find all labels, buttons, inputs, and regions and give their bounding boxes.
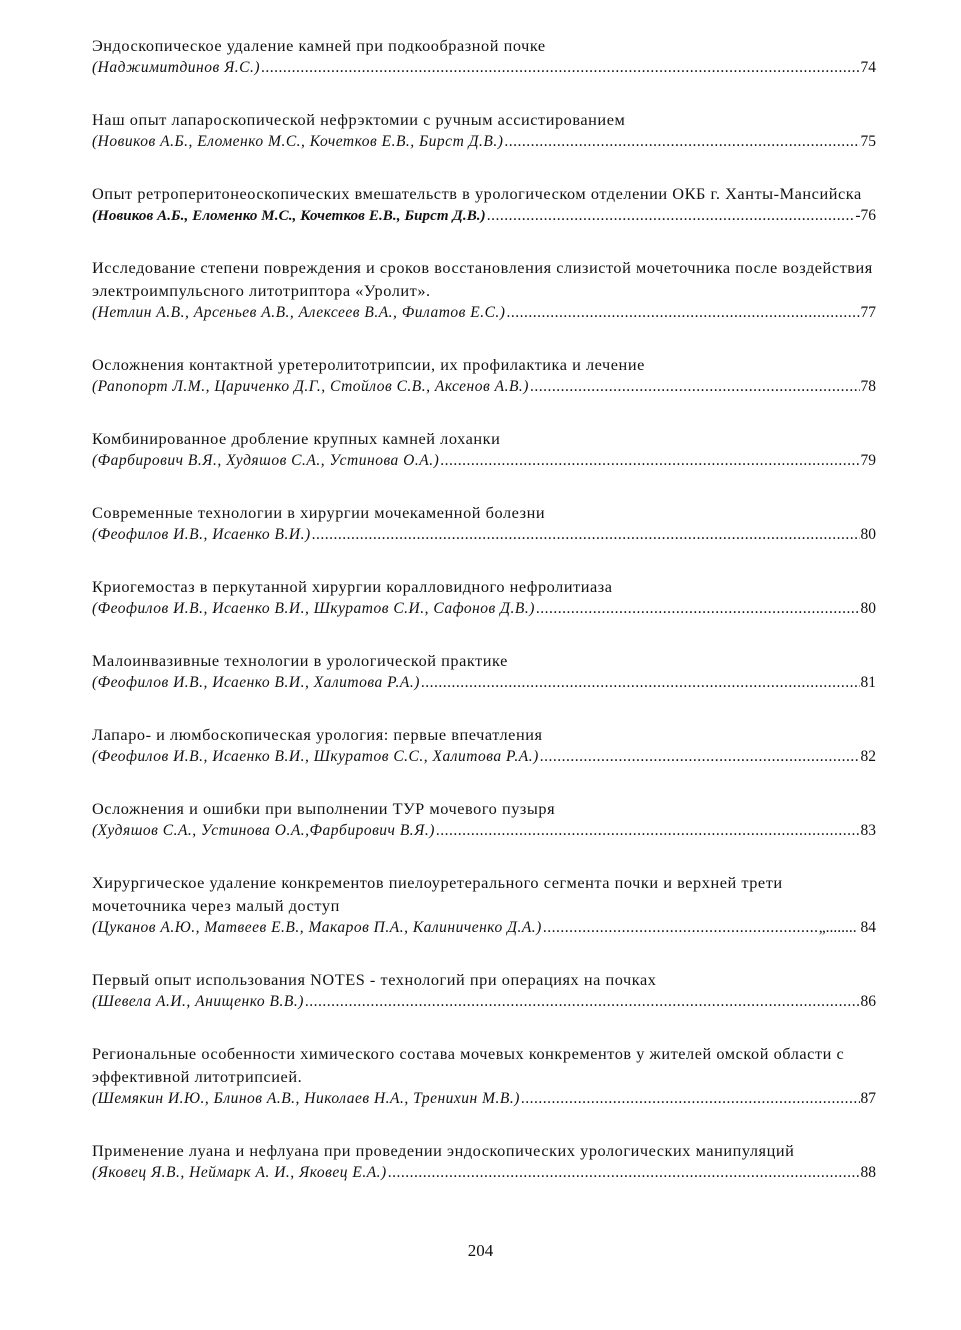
toc-entry — [92, 1042, 876, 1110]
dot-leader — [536, 598, 860, 620]
entry-title: Осложнения контактной уретеролитотрипсии, их профилактика и лечение — [92, 355, 645, 374]
entry-authors-line — [92, 131, 876, 153]
dot-leader — [506, 302, 859, 324]
entry-page: 74 — [860, 59, 876, 76]
entry-authors-line — [92, 1162, 876, 1184]
entry-authors: (Нетлин А.В., Арсеньев А.В., Алексеев В.А., Филатов Е.С.) — [92, 304, 506, 321]
toc-entry — [92, 353, 876, 398]
entry-authors-line — [92, 598, 876, 620]
entry-authors: (Шевела А.И., Анищенко В.В.) — [92, 993, 304, 1010]
entry-title: Наш опыт лапароскопической нефрэктомии с ручным ассистированием — [92, 110, 626, 129]
entry-authors-line — [92, 450, 876, 472]
entry-authors: (Шемякин И.Ю., Блинов А.В., Николаев Н.А., Тренихин М.В.) — [92, 1090, 520, 1107]
entry-title: Первый опыт использования NOTES - технологий при операциях на почках — [92, 970, 657, 989]
entry-page: 77 — [860, 304, 876, 321]
toc-entry — [92, 723, 876, 768]
toc-entry — [92, 427, 876, 472]
entry-authors: (Худяшов С.А., Устинова О.А.,Фарбирович В.Я.) — [92, 822, 435, 839]
entry-page: -76 — [855, 207, 876, 224]
entry-authors-line — [92, 1088, 876, 1110]
dot-leader — [540, 746, 860, 768]
entry-authors-line — [92, 991, 876, 1013]
dot-leader — [440, 450, 859, 472]
entry-title: Малоинвазивные технологии в урологической практике — [92, 651, 508, 670]
entry-title: Региональные особенности химического состава мочевых конкрементов у жителей омской области с эффективной литотрипсией. — [92, 1044, 845, 1086]
dot-leader — [261, 57, 859, 79]
entry-authors-line — [92, 746, 876, 768]
entry-page: „........ 84 — [818, 919, 876, 936]
dot-leader — [421, 672, 860, 694]
entry-page: 78 — [860, 378, 876, 395]
entry-authors: (Феофилов И.В., Исаенко В.И.) — [92, 526, 311, 543]
entry-authors: (Яковец Я.В., Неймарк А. И., Яковец Е.А.) — [92, 1164, 387, 1181]
dot-leader — [530, 376, 860, 398]
table-of-contents — [92, 34, 876, 1213]
entry-page: 82 — [860, 748, 876, 765]
toc-entry — [92, 108, 876, 153]
dot-leader — [521, 1088, 860, 1110]
entry-authors-line — [92, 205, 876, 227]
entry-authors: (Новиков А.Б., Еломенко М.С., Кочетков Е.В., Бирст Д.В.) — [92, 208, 486, 224]
page-number: 204 — [467, 1241, 494, 1260]
entry-authors: (Цуканов А.Ю., Матвеев Е.В., Макаров П.А., Калиниченко Д.А.) — [92, 919, 542, 936]
entry-title: Исследование степени повреждения и сроков восстановления слизистой мочеточника после воздействия электроимпульсного литотриптора «Уролит». — [92, 258, 873, 300]
toc-entry — [92, 871, 876, 939]
entry-page: 83 — [860, 822, 876, 839]
toc-entry — [92, 256, 876, 324]
entry-authors-line — [92, 376, 876, 398]
entry-page: 80 — [860, 600, 876, 617]
toc-entry — [92, 797, 876, 842]
entry-authors: (Феофилов И.В., Исаенко В.И., Шкуратов С.С., Халитова Р.А.) — [92, 748, 539, 765]
entry-page: 75 — [860, 133, 876, 150]
entry-title: Применение луана и нефлуана при проведении эндоскопических урологических манипуляций — [92, 1141, 795, 1160]
toc-entry — [92, 968, 876, 1013]
entry-page: 80 — [860, 526, 876, 543]
entry-authors-line — [92, 820, 876, 842]
entry-title: Хирургическое удаление конкрементов пиелоуретерального сегмента почки и верхней трети мочеточника через малый доступ — [92, 873, 783, 915]
dot-leader — [504, 131, 859, 153]
entry-title: Опыт ретроперитонеоскопических вмешательств в урологическом отделении ОКБ г. Ханты-Мансийска — [92, 184, 862, 203]
dot-leader — [312, 524, 860, 546]
entry-authors-line — [92, 672, 876, 694]
toc-entry — [92, 575, 876, 620]
entry-title: Криогемостаз в перкутанной хирургии коралловидного нефролитиаза — [92, 577, 613, 596]
entry-authors-line — [92, 302, 876, 324]
dot-leader — [305, 991, 860, 1013]
entry-authors-line — [92, 524, 876, 546]
dot-leader — [388, 1162, 860, 1184]
entry-authors-line — [92, 57, 876, 79]
entry-page: 88 — [860, 1164, 876, 1181]
entry-page: 87 — [860, 1090, 876, 1107]
entry-authors: (Наджимитдинов Я.С.) — [92, 59, 261, 76]
entry-authors: (Феофилов И.В., Исаенко В.И., Халитова Р.А.) — [92, 674, 420, 691]
entry-authors: (Феофилов И.В., Исаенко В.И., Шкуратов С.И., Сафонов Д.В.) — [92, 600, 535, 617]
entry-title: Современные технологии в хирургии мочекаменной болезни — [92, 503, 546, 522]
entry-title: Комбинированное дробление крупных камней лоханки — [92, 429, 501, 448]
entry-authors: (Фарбирович В.Я., Худяшов С.А., Устинова О.А.) — [92, 452, 440, 469]
toc-entry — [92, 649, 876, 694]
entry-page: 86 — [860, 993, 876, 1010]
entry-title: Осложнения и ошибки при выполнении ТУР мочевого пузыря — [92, 799, 556, 818]
entry-title: Лапаро- и люмбоскопическая урология: первые впечатления — [92, 725, 543, 744]
dot-leader — [487, 205, 855, 227]
dot-leader — [543, 917, 818, 939]
toc-entry — [92, 501, 876, 546]
entry-authors-line — [92, 917, 876, 939]
entry-page: 79 — [860, 452, 876, 469]
entry-page: 81 — [860, 674, 876, 691]
entry-authors: (Рапопорт Л.М., Цариченко Д.Г., Стойлов С.В., Аксенов А.В.) — [92, 378, 529, 395]
entry-title: Эндоскопическое удаление камней при подкообразной почке — [92, 36, 546, 55]
dot-leader — [436, 820, 860, 842]
toc-entry — [92, 182, 876, 227]
entry-authors: (Новиков А.Б., Еломенко М.С., Кочетков Е.В., Бирст Д.В.) — [92, 133, 504, 150]
toc-entry — [92, 34, 876, 79]
toc-entry — [92, 1139, 876, 1184]
